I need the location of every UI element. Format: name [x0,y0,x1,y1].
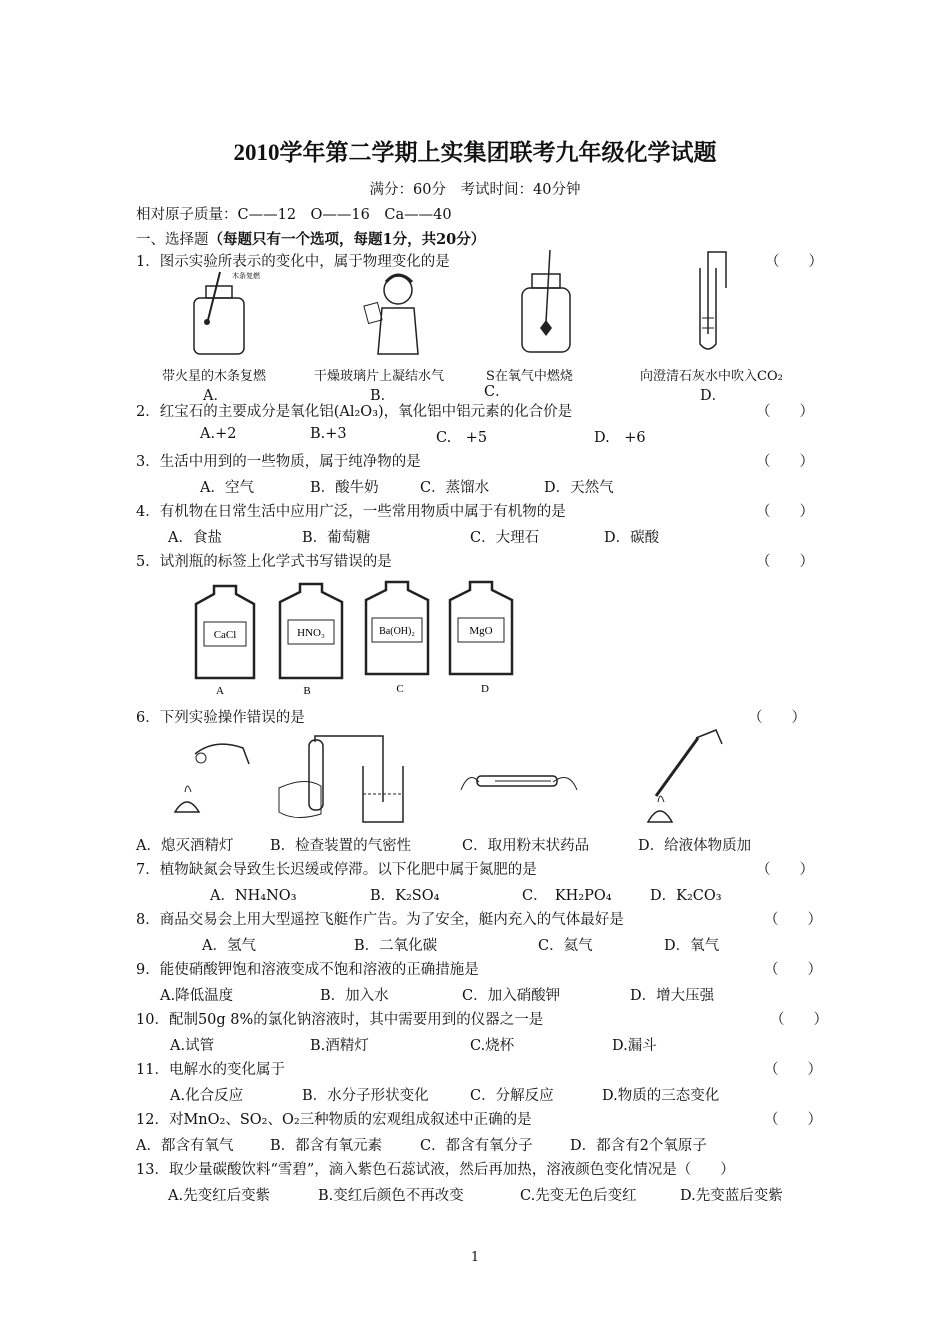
q4-answer-blank[interactable]: （ ） [756,504,814,520]
q1-caption-d: 向澄清石灰水中吹入CO₂ [640,369,783,384]
q5-stem: 5．试剂瓶的标签上化学式书写错误的是 [136,554,392,570]
q11-option-a: A.化合反应 [170,1088,244,1104]
q3-option-b: B．酸牛奶 [310,480,379,496]
q9-stem: 9．能使硝酸钾饱和溶液变成不饱和溶液的正确措施是 [136,962,479,978]
bottle-label-c: Ba(OH)₂ [379,626,415,637]
q2-option-d: D. +6 [594,430,646,446]
figure-powder-sampling [455,760,585,820]
section-note: （每题只有一个选项，每题1分，共20分） [208,231,486,248]
reagent-bottles [190,578,530,698]
figure-airtightness [275,736,425,826]
q10-option-c: C.烧杯 [470,1038,515,1054]
q6-stem: 6．下列实验操作错误的是 [136,710,305,726]
bottle-c [366,582,428,695]
figure-heat-liquid [636,730,736,826]
q2-option-c: C. +5 [436,430,488,446]
q9-option-d: D．增大压强 [630,988,715,1004]
bottle-label-d: MgO [469,625,493,637]
q1-caption-a: 带火星的木条复燃 [162,369,267,384]
q1-letter-c: C． [484,384,510,400]
q2-option-b: B.+3 [310,426,347,442]
q6-option-b: B．检查装置的气密性 [270,838,412,854]
bottle-label-b: HNO₃ [297,627,325,639]
q2-stem: 2．红宝石的主要成分是氧化铝(Al₂O₃)，氧化铝中铝元素的化合价是 [136,404,573,420]
q12-option-c: C．都含有氧分子 [420,1138,533,1154]
q1-stem: 1．图示实验所表示的变化中，属于物理变化的是 [136,254,450,270]
q8-option-d: D．氧气 [664,938,720,954]
q6-option-a: A．熄灭酒精灯 [136,838,234,854]
q13-option-c: C.先变无色后变红 [520,1188,637,1204]
q7-option-a: A．NH₄NO₃ [210,888,297,904]
bottle-a [196,586,254,697]
q12-option-a: A．都含有氧气 [136,1138,234,1154]
q8-answer-blank[interactable]: （ ） [764,912,822,928]
bottle-b [280,584,342,697]
q5-answer-blank[interactable]: （ ） [756,554,814,570]
q1-caption-b: 干燥玻璃片上凝结水气 [314,369,445,384]
q11-option-c: C．分解反应 [470,1088,554,1104]
section-heading [136,228,485,249]
atomic-masses: 相对原子质量：C——12 O——16 Ca——40 [136,207,452,223]
q1-letter-a: A． [203,388,228,404]
bottle-d [450,582,512,695]
q12-stem: 12．对MnO₂、SO₂、O₂三种物质的宏观组成叙述中正确的是 [136,1112,532,1128]
q3-answer-blank[interactable]: （ ） [756,454,814,470]
q9-option-c: C．加入硝酸钾 [462,988,561,1004]
q12-answer-blank[interactable]: （ ） [764,1112,822,1128]
q11-stem: 11．电解水的变化属于 [136,1062,285,1078]
figure-limewater-tube [688,248,738,358]
q13-option-b: B.变红后颜色不再改变 [318,1188,464,1204]
q1-answer-blank[interactable]: （ ） [765,254,823,270]
bottle-letter-d: D [481,683,489,695]
page-number: 1 [470,1250,480,1265]
q4-stem: 4．有机物在日常生活中应用广泛，一些常用物质中属于有机物的是 [136,504,566,520]
q13-option-a: A.先变红后变紫 [168,1188,271,1204]
q6-answer-blank[interactable]: （ ） [748,710,806,726]
bottle-label-a: CaCl [213,629,237,641]
q10-answer-blank[interactable]: （ ） [770,1012,828,1028]
q11-option-b: B．水分子形状变化 [302,1088,429,1104]
q7-answer-blank[interactable]: （ ） [756,862,814,878]
q12-option-b: B．都含有氧元素 [270,1138,383,1154]
figure-bottle-splint [180,268,260,360]
exam-info: 满分：60分 考试时间：40分钟 [369,182,581,198]
q13-option-d: D.先变蓝后变紫 [680,1188,783,1204]
bottle-letter-a: A [216,685,224,697]
q3-option-c: C．蒸馏水 [420,480,490,496]
figure-extinguish-lamp [165,728,255,824]
figure-sulfur-burning [510,248,580,358]
q9-answer-blank[interactable]: （ ） [764,962,822,978]
fig-label-text: 木条复燃 [232,272,260,280]
q11-answer-blank[interactable]: （ ） [764,1062,822,1078]
page-title: 2010学年第二学期上实集团联考九年级化学试题 [233,140,717,165]
q10-stem: 10．配制50g 8%的氯化钠溶液时，其中需要用到的仪器之一是 [136,1012,544,1028]
q1-caption-c: S在氧气中燃烧 [486,369,573,384]
bottle-letter-c: C [396,683,404,695]
q4-option-d: D．碳酸 [604,530,660,546]
q7-option-b: B．K₂SO₄ [370,888,440,904]
q8-option-a: A．氢气 [202,938,256,954]
q1-letter-b: B． [370,388,396,404]
q10-option-d: D.漏斗 [612,1038,657,1054]
q2-answer-blank[interactable]: （ ） [756,404,814,420]
q4-option-b: B．葡萄糖 [302,530,371,546]
q4-option-a: A．食盐 [168,530,222,546]
q10-option-a: A.试管 [170,1038,215,1054]
bottle-letter-b: B [303,685,311,697]
q4-option-c: C．大理石 [470,530,540,546]
q12-option-d: D．都含有2个氧原子 [570,1138,707,1154]
section-label: 一、选择题 [136,232,209,248]
q3-option-a: A．空气 [200,480,254,496]
q6-option-d: D．给液体物质加 [638,838,752,854]
q10-option-b: B.酒精灯 [310,1038,369,1054]
q1-letter-d: D． [700,388,727,404]
q7-stem: 7．植物缺氮会导致生长迟缓或停滞。以下化肥中属于氮肥的是 [136,862,537,878]
q8-stem: 8．商品交易会上用大型遥控飞艇作广告。为了安全，艇内充入的气体最好是 [136,912,624,928]
q8-option-b: B．二氧化碳 [354,938,438,954]
q2-option-a: A.+2 [200,426,237,442]
q3-stem: 3．生活中用到的一些物质，属于纯净物的是 [136,454,421,470]
q13-stem[interactable]: 13．取少量碳酸饮料“雪碧”，滴入紫色石蕊试液，然后再加热，溶液颜色变化情况是（ ） [136,1162,735,1178]
q7-option-c: C． KH₂PO₄ [522,888,612,904]
q9-option-b: B．加入水 [320,988,389,1004]
q11-option-d: D.物质的三态变化 [602,1088,720,1104]
q7-option-d: D．K₂CO₃ [650,888,722,904]
q6-option-c: C．取用粉末状药品 [462,838,590,854]
q3-option-d: D．天然气 [544,480,614,496]
figure-girl-breath [360,268,430,360]
q8-option-c: C．氦气 [538,938,593,954]
q9-option-a: A.降低温度 [160,988,234,1004]
